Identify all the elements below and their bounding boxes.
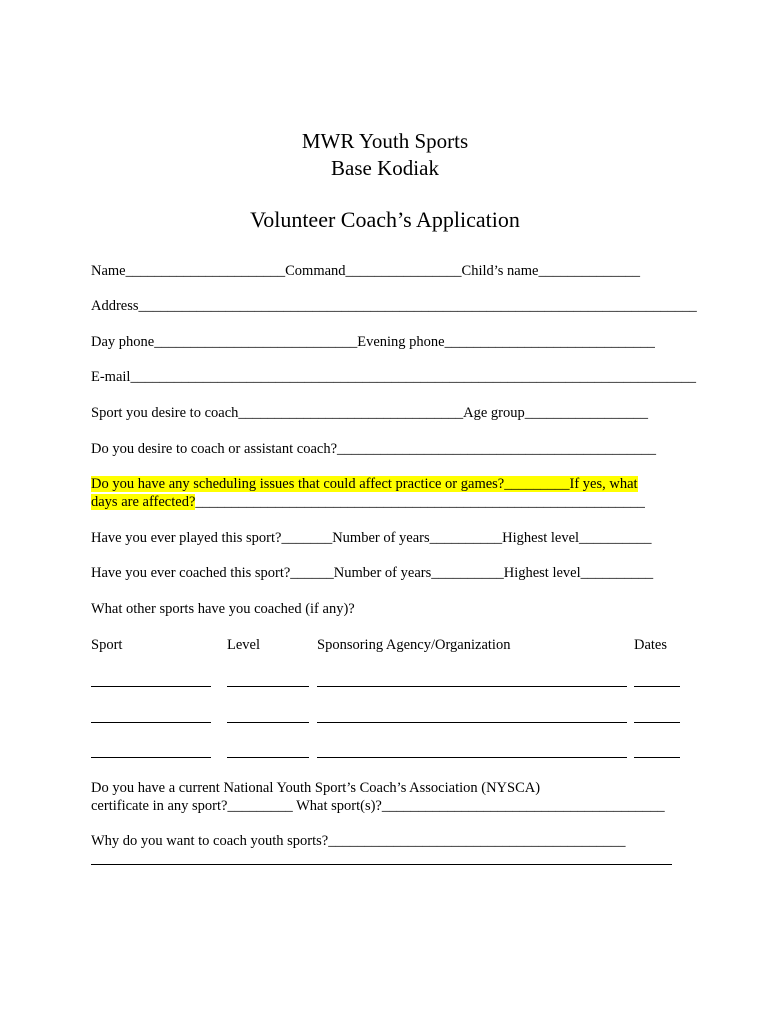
row1-dates-blank[interactable] (634, 686, 680, 687)
column-header-agency: Sponsoring Agency/Organization (317, 637, 511, 653)
scheduling-days-label: days are affected? (91, 494, 196, 510)
title-form: Volunteer Coach’s Application (250, 207, 520, 232)
row3-agency-blank[interactable] (317, 757, 627, 758)
why-coach-field[interactable]: Why do you want to coach youth sports?_________________________________________ (91, 833, 626, 849)
nysca-question: Do you have a current National Youth Sport’s Coach’s Association (NYSCA) (91, 780, 541, 796)
row2-sport-blank[interactable] (91, 722, 211, 723)
nysca-certificate-field[interactable]: certificate in any sport?_________ What sport(s)?_______________________________________ (91, 798, 665, 814)
played-sport-field[interactable]: Have you ever played this sport?_______Number of years__________Highest level__________ (91, 530, 652, 546)
row1-agency-blank[interactable] (317, 686, 627, 687)
email-field[interactable]: E-mail______________________________________________________________________________ (91, 369, 696, 385)
row2-dates-blank[interactable] (634, 722, 680, 723)
row3-sport-blank[interactable] (91, 757, 211, 758)
row1-sport-blank[interactable] (91, 686, 211, 687)
column-header-level: Level (227, 637, 261, 653)
scheduling-days-field[interactable] (91, 493, 645, 511)
coached-sport-field[interactable]: Have you ever coached this sport?______Number of years__________Highest level__________ (91, 565, 654, 581)
title-program: MWR Youth Sports (301, 129, 469, 153)
scheduling-question[interactable] (91, 475, 638, 493)
row2-agency-blank[interactable] (317, 722, 627, 723)
scheduling-days-blank[interactable]: ______________________________________________________________ (195, 494, 645, 510)
scheduling-question-text: Do you have any scheduling issues that could affect practice or games?_________If yes, what (91, 476, 638, 492)
row2-level-blank[interactable] (227, 722, 309, 723)
phone-fields[interactable]: Day phone____________________________Evening phone_____________________________ (91, 334, 655, 350)
column-header-dates: Dates (634, 637, 668, 653)
column-header-sport: Sport (91, 637, 123, 653)
title-base: Base Kodiak (331, 156, 439, 180)
row3-dates-blank[interactable] (634, 757, 680, 758)
row1-level-blank[interactable] (227, 686, 309, 687)
name-command-child-field[interactable]: Name______________________Command________________Child’s name______________ (91, 263, 640, 279)
coach-type-field[interactable]: Do you desire to coach or assistant coach?____________________________________________ (91, 441, 657, 457)
sport-age-group-field[interactable]: Sport you desire to coach_______________________________Age group_________________ (91, 405, 648, 421)
address-field[interactable]: Address_____________________________________________________________________________ (91, 298, 697, 314)
why-coach-continuation-blank[interactable] (91, 864, 672, 865)
row3-level-blank[interactable] (227, 757, 309, 758)
other-sports-heading: What other sports have you coached (if any)? (91, 601, 355, 617)
